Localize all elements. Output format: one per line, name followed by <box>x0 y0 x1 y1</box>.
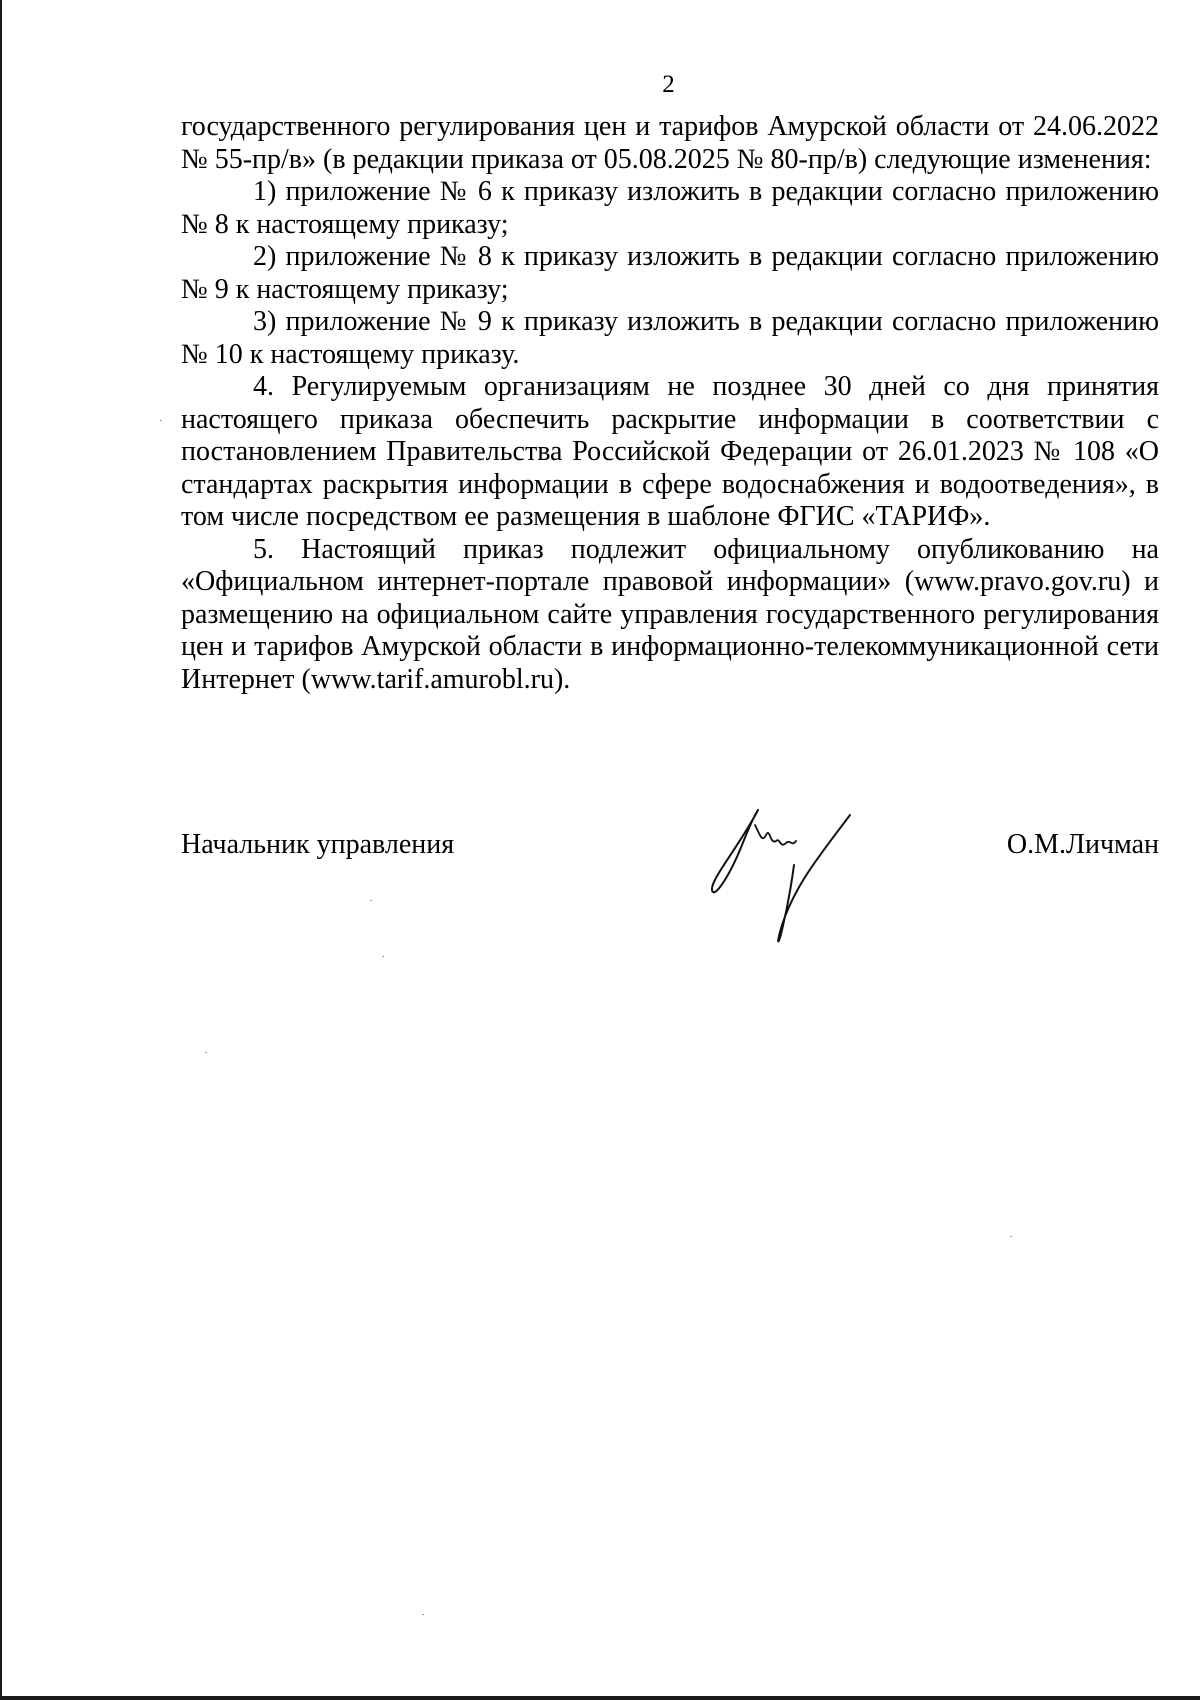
scan-speck <box>205 1052 207 1053</box>
page-number: 2 <box>662 71 675 98</box>
scan-speck <box>422 1614 424 1615</box>
signature-block <box>181 830 1159 860</box>
page-edge-left <box>0 0 2 1700</box>
scan-speck <box>1010 1236 1012 1237</box>
paragraph-clause-5: 5. Настоящий приказ подлежит официальному опубликованию на «Официальном интернет-портале правовой информации» (www.pravo.gov.ru) и размещению на официальном сайте управления государственного регулирования цен и тарифов Амурской области в информационно-телекоммуникационной сети Интернет (www.tarif.amurobl.ru). <box>181 533 1159 695</box>
paragraph-item-1: 1) приложение № 6 к приказу изложить в редакции согласно приложению № 8 к настоящему приказу; <box>181 176 1159 240</box>
paragraph-clause-4: 4. Регулируемым организациям не позднее 30 дней со дня принятия настоящего приказа обеспечить раскрытие информации в соответствии с постановлением Правительства Российской Федерации от 26.01.2023 № 108 «О стандартах раскрытия информации в сфере водоснабжения и водоотведения», в том числе посредством ее размещения в шаблоне ФГИС «ТАРИФ». <box>181 371 1159 532</box>
position-title: Начальник управления <box>181 829 455 860</box>
paragraph-item-3: 3) приложение № 9 к приказу изложить в редакции согласно приложению № 10 к настоящему приказу. <box>181 306 1159 370</box>
handwritten-signature <box>700 805 880 950</box>
signature-stroke-loops <box>755 825 796 845</box>
document-body <box>181 111 1159 696</box>
scan-speck <box>382 956 384 957</box>
scan-speck <box>160 420 162 421</box>
signer-name: О.М.Личман <box>1006 829 1159 860</box>
scan-speck <box>370 900 372 901</box>
paragraph-intro-continuation: государственного регулирования цен и тарифов Амурской области от 24.06.2022 № 55-пр/в» (в редакции приказа от 05.08.2025 № 80-пр/в) следующие изменения: <box>181 111 1159 175</box>
paragraph-item-2: 2) приложение № 8 к приказу изложить в редакции согласно приложению № 9 к настоящему приказу; <box>181 241 1159 305</box>
signature-stroke-descender <box>778 815 850 941</box>
page-edge-bottom <box>0 1696 1200 1700</box>
signature-stroke-main <box>712 810 758 892</box>
